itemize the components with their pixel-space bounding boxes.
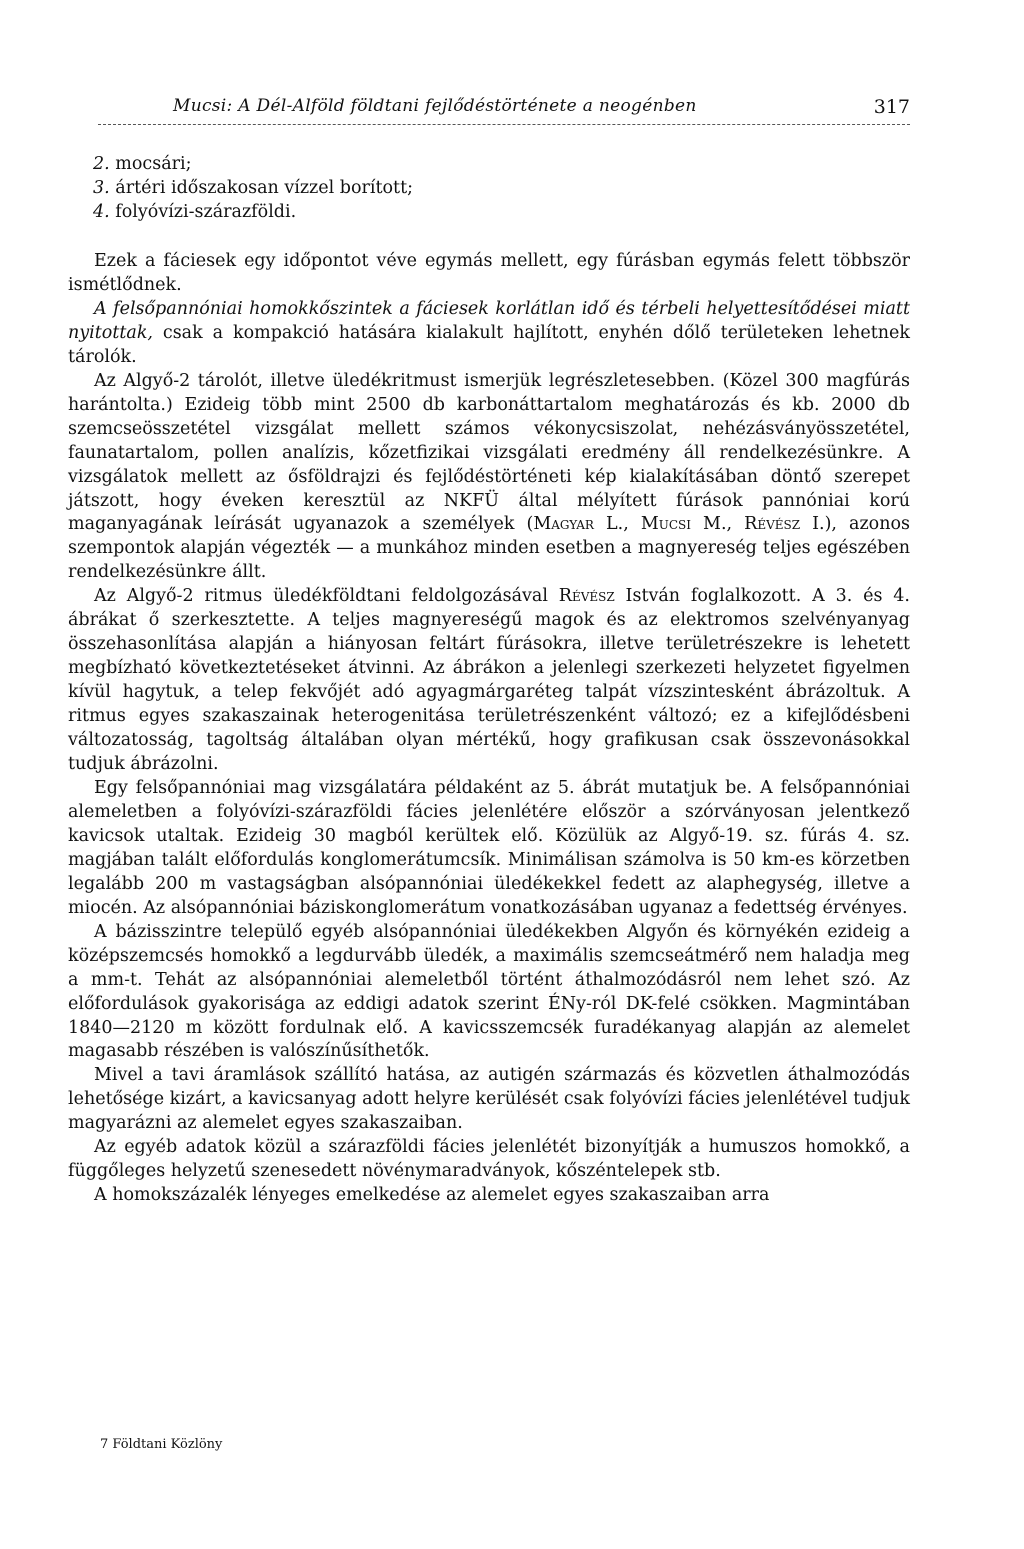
signature-mark: 7 Földtani Közlöny [100,1437,223,1452]
paragraph: Ezek a fáciesek egy időpontot véve egymás mellett, egy fúrásban egymás felett többször ismétlődnek. [68,251,910,295]
running-head: Mucsi: A Dél-Alföld földtani fejlődéstörténete a neogénben [173,96,697,116]
paragraph: Az Algyő-2 tárolót, illetve üledékritmust ismerjük legrészletesebben. (Közel 300 magfúrás harántolta.) Ezideig több mint 2500 db karbonáttartalom meghatározás és kb. 2000 db szemcseösszetétel vizsgálat mellett számos vékonycsiszolat, nehézásványösszetétel, faunatartalom, pollen analízis, kőzetfizikai vizsgálati eredmény áll rendelkezésünkre. A vizsgálatok mellett az ősföldrajzi és fejlődéstörténeti kép kialakításában döntő szerepet játszott, hogy éveken keresztül az NKFÜ által mélyített fúrások pannóniai korú maganyagának leírását ugyanazok a személyek (Magyar L., Mucsi M., Révész I.), azonos szempontok alapján végezték — a munkához minden esetben a magnyereség teljes egészében rendelkezésünkre állt. [68,370,910,583]
paragraph: Egy felsőpannóniai mag vizsgálatára példaként az 5. ábrát mutatjuk be. A felsőpannóniai alemeletben a folyóvízi-szárazföldi fácies jelenlétére először a szórványosan jelentkező kavicsok utaltak. Ezideig 30 magból kerültek elő. Közülük az Algyő-19. sz. fúrás 4. sz. magjában talált előfordulás konglomerátumcsík. Minimálisan számolva is 50 km-es körzetben legalább 200 m vastagságban alsópannóniai üledékekkel fedett az alaphegység, illetve a miocén. Az alsópannóniai báziskonglomerátum vonatkozásában ugyanaz a fedettség érvényes. [68,777,910,918]
paragraph: Mivel a tavi áramlások szállító hatása, az autigén származás és közvetlen áthalmozódás lehetősége kizárt, a kavicsanyag adott helyre kerülését csak folyóvízi fácies jelenlétével tudjuk magyarázni az alemelet egyes szakaszaiban. [68,1065,910,1134]
list-item: 4. folyóvízi-szárazföldi. [93,202,297,222]
list-item: 3. ártéri időszakosan vízzel borított; [93,178,414,198]
paragraph: A felsőpannóniai homokkőszintek a fáciesek korlátlan idő és térbeli helyettesítődései miatt nyitottak, csak a kompakció hatására kialakult hajlított, enyhén dőlő területeken lehetnek tárolók. [68,298,910,367]
page-number: 317 [873,96,910,118]
list-item: 2. mocsári; [93,154,192,174]
paragraph: A bázisszintre települő egyéb alsópannóniai üledékekben Algyőn és környékén ezideig a középszemcsés homokkő a legdurvább üledék, a maximális szemcseátmérő nem haladja meg a mm-t. Tehát az alsópannóniai alemeletből történt áthalmozódásról nem lehet szó. Az előfordulások gyakorisága az eddigi adatok szerint ÉNy-ról DK-felé csökken. Magmintában 1840—2120 m között fordulnak elő. A kavicsszemcsék furadékanyag alapján az alemelet magasabb részében is valószínűsíthetők. [68,921,910,1062]
paragraph: Az Algyő-2 ritmus üledékföldtani feldolgozásával Révész István foglalkozott. A 3. és 4. ábrákat ő szerkesztette. A teljes magnyereségű magok és az elektromos szelvényanyag összehasonlítása alapján a hiányosan feltárt fúrásokra, illetve területrészekre is lehetett megbízható következtetéseket átvinni. Az ábrákon a jelenlegi szerkezeti helyzetet figyelmen kívül hagytuk, a telep fekvőjét adó agyagmárgaréteg talpát vízszintesként ábrázoltuk. A ritmus egyes szakaszainak heterogenitása területrészenként változó; ez a kifejlődésbeni változatosság, tagoltság általában olyan mértékű, hogy grafikusan csak összevonásokkal tudjuk ábrázolni. [68,586,910,775]
paragraph: Az egyéb adatok közül a szárazföldi fácies jelenlétét bizonyítják a humuszos homokkő, a függőleges helyzetű szenesedett növénymaradványok, kőszéntelepek stb. [68,1137,910,1182]
facies-list [93,152,413,224]
page-header [98,96,910,125]
body-text [68,250,910,1208]
paragraph: A homokszázalék lényeges emelkedése az alemelet egyes szakaszaiban arra [94,1185,770,1206]
